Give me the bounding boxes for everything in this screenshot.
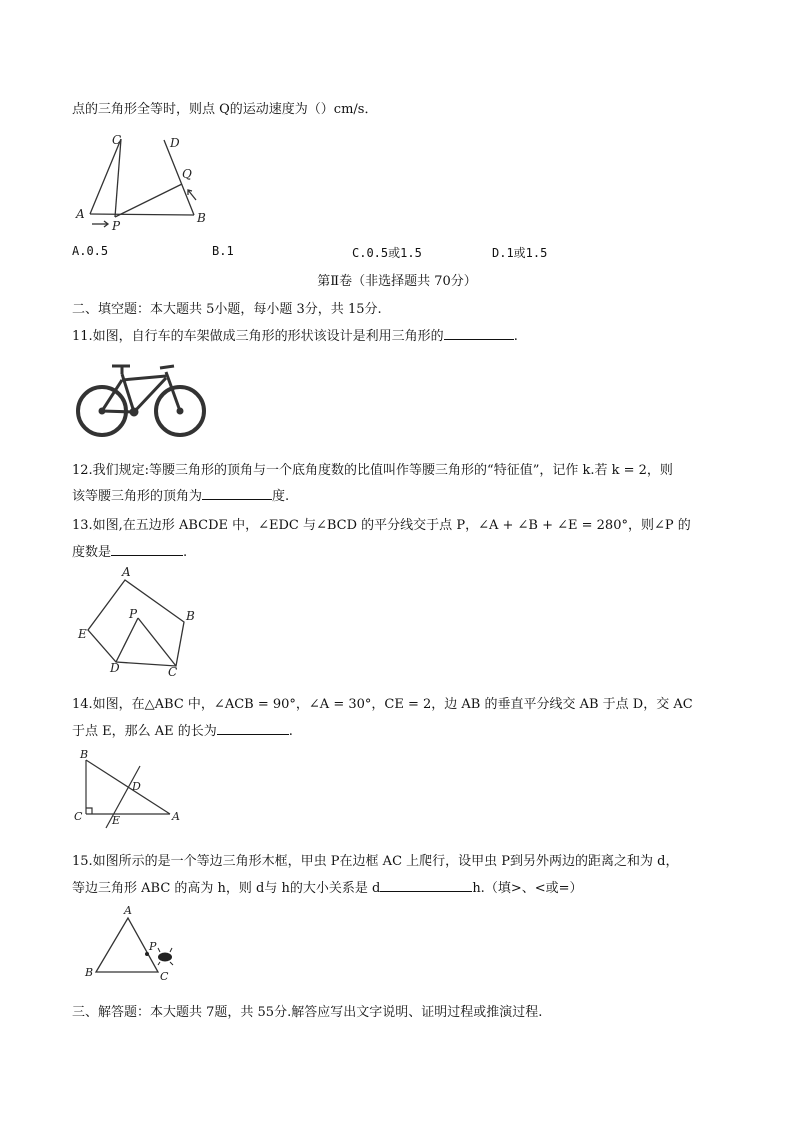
q15-label-p: P [149,940,157,953]
q10-option-c: C.0.5或1.5 [352,246,422,260]
beetle-leg-icon [170,948,172,952]
q14-label-d: D [132,780,141,793]
q14-answer-blank[interactable] [217,722,289,735]
q10-label-d: D [170,136,180,150]
bicycle-figure [72,358,212,442]
q12-line1: 12.我们规定:等腰三角形的顶角与一个底角度数的比值叫作等腰三角形的“特征值”，记作 k.若 k = 2，则 [72,463,673,478]
q10-line: 点的三角形全等时，则点 Q的运动速度为（）cm/s． [72,102,378,117]
q10-label-a: A [76,207,85,221]
q10-option-a: A.0.5 [72,244,109,258]
bicycle-handlebar [160,366,174,368]
q13-label-p: P [129,607,138,621]
q10-label-b: B [197,211,206,225]
q11-text-end: . [513,329,518,344]
q12-text: 该等腰三角形的顶角为 [72,489,203,504]
q13-line2 [72,541,187,560]
q10-label-p: P [112,219,121,233]
q13-line1: 13.如图,在五边形 ABCDE 中，∠EDC 与∠BCD 的平分线交于点 P，∠A + ∠B + ∠E = 280°，则∠P 的 [72,518,691,533]
q13-label-e: E [78,627,87,641]
q10-segment-ab [90,214,194,215]
q13-segment-dp [116,618,138,662]
q15-figure [80,904,190,982]
section2-heading: 二、填空题：本大题共 5小题，每小题 3分，共 15分. [72,302,382,317]
q13-label-a: A [122,566,131,579]
q15-label-a: A [124,904,132,917]
q14-line2 [72,720,293,739]
q10-figure [72,128,212,233]
q13-label-d: D [110,661,120,675]
q10-arrow-q [188,190,196,200]
q13-text: 度数是 [72,545,112,560]
q15-line1: 15.如图所示的是一个等边三角形木框，甲虫 P在边框 AC 上爬行，设甲虫 P到另外两边的距离之和为 d， [72,854,679,869]
q13-label-b: B [186,609,195,623]
q14-figure [72,748,192,830]
q10-label-c: C [112,133,122,147]
q13-segment-pc [138,618,176,666]
q14-label-e: E [112,814,121,827]
q14-label-c: C [74,810,83,823]
q11-answer-blank[interactable] [444,327,514,340]
q15-line2 [72,877,583,896]
q14-text-end: . [288,724,293,739]
q15-label-c: C [160,970,169,982]
beetle-leg-icon [158,948,160,952]
q13-text-end: . [183,545,188,560]
q10-label-q: Q [182,167,192,181]
q10-option-b: B.1 [212,244,234,258]
q12-line2 [72,485,289,504]
q15-answer-blank[interactable] [380,879,472,892]
q14-label-a: A [172,810,180,823]
q14-text: 于点 E，那么 AE 的长为 [72,724,217,739]
q11-text: 11.如图，自行车的车架做成三角形的形状该设计是利用三角形的 [72,329,444,344]
q13-answer-blank[interactable] [111,543,183,556]
section3-heading: 三、解答题：本大题共 7题，共 55分.解答应写出文字说明、证明过程或推演过程. [72,1005,543,1020]
q11-line [72,325,518,344]
beetle-leg-icon [158,962,160,965]
q10-option-d: D.1或1.5 [492,246,548,260]
q10-segment-pq [115,184,182,217]
part2-title: 第Ⅱ卷（非选择题共 70分） [317,274,477,289]
bicycle-chainstay [102,411,134,412]
q14-label-b: B [80,748,89,761]
q15-label-b: B [85,966,94,979]
q15-text: 等边三角形 ABC 的高为 h，则 d与 h的大小关系是 d [72,881,381,896]
beetle-leg-icon [170,962,173,965]
q14-line1: 14.如图，在△ABC 中，∠ACB = 90°，∠A = 30°，CE = 2，边 AB 的垂直平分线交 AB 于点 D，交 AC [72,697,693,712]
bicycle-crank [130,408,138,416]
q12-text-end: 度. [272,489,290,504]
q14-right-angle-mark [86,808,92,814]
bicycle-top-tube [122,376,166,380]
beetle-icon [158,953,172,962]
q13-label-c: C [168,665,178,678]
q13-figure [72,566,202,678]
q15-text-end: h.（填>、<或=） [472,881,583,896]
q12-answer-blank[interactable] [202,487,272,500]
